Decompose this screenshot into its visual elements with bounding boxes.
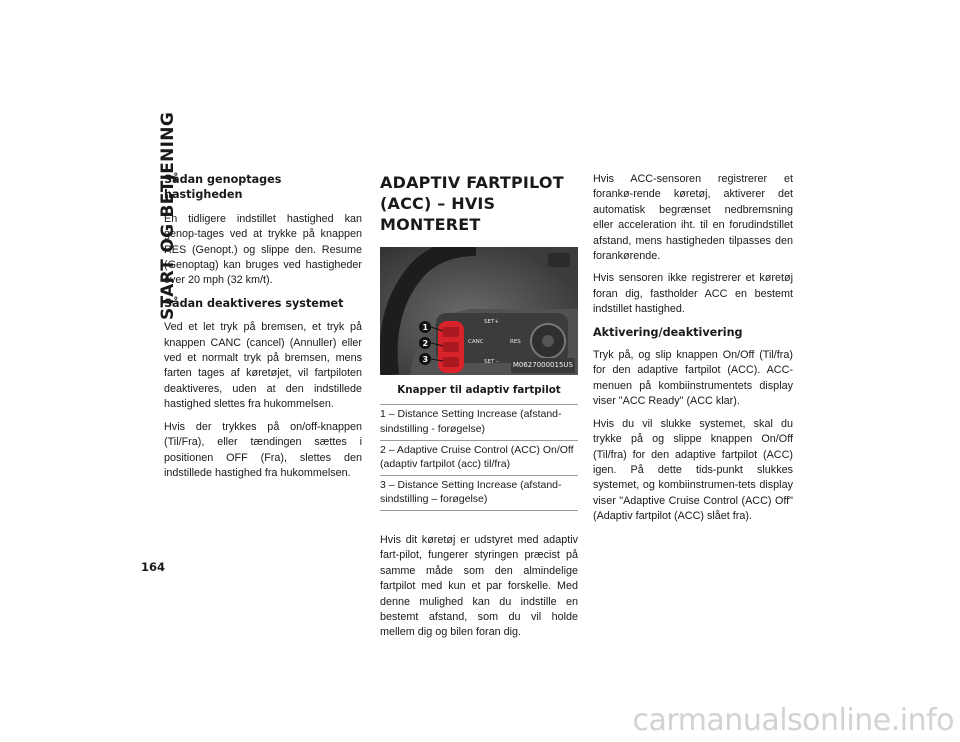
svg-text:SET –: SET – (484, 359, 499, 365)
figure-legend (380, 404, 578, 511)
section-side-tab (136, 111, 178, 320)
paragraph-acc-sensor: Hvis ACC-sensoren registrerer et forankø-rende køretøj, aktiverer det automatisk begrænset nedbremsning eller acceleration iht. til en forudindstillet afstand, mens hastigheden tilpasses den forankørende. (593, 173, 793, 263)
legend-item-3: 3 – Distance Setting Increase (afstand-sindstilling – forøgelse) (380, 475, 578, 510)
steering-wheel-illustration (380, 247, 578, 375)
svg-text:3: 3 (422, 355, 429, 364)
heading-activation: Aktivering/deaktivering (593, 325, 743, 339)
section-title-acc: ADAPTIV FARTPILOT (ACC) – HVIS MONTERET (380, 173, 564, 234)
legend-item-2: 2 – Adaptive Cruise Control (ACC) On/Off (adaptiv fartpilot (acc) til/fra) (380, 440, 578, 475)
paragraph-deactivate: Ved et let tryk på bremsen, et tryk på knappen CANC (cancel) (Annuller) eller ved et normalt tryk på bremsen, mens farten tages af køretøjet, vil fartpiloten deaktiveres, uden at den indstillede hastighed slettes fra hukommelsen. (164, 321, 362, 411)
steering-wheel-figure (380, 247, 578, 375)
svg-text:2: 2 (422, 339, 429, 348)
heading-deactivate: Sådan deaktiveres systemet (164, 296, 344, 310)
paragraph-activate: Tryk på, og slip knappen On/Off (Til/fra) for den adaptive fartpilot (ACC). ACC-menuen på kombiinstrumentets display viser "ACC Ready" (ACC klar). (593, 349, 793, 408)
section-tab-label: START OG BETJENING (158, 111, 178, 320)
legend-item-1: 1 – Distance Setting Increase (afstand-sindstilling - forøgelse) (380, 404, 578, 439)
svg-text:SET+: SET+ (484, 319, 499, 325)
paragraph-resume: En tidligere indstillet hastighed kan genop-tages ved at trykke på knappen RES (Genopt.) og slippe den. Resume (Genoptag) kan bruges ved hastigheder over 20 mph (32 km/t). (164, 212, 362, 287)
figure-caption: Knapper til adaptiv fartpilot (397, 384, 561, 396)
paragraph-switch-off: Hvis du vil slukke systemet, skal du trykke på og slippe knappen On/Off (Til/fra) for den adaptive fartpilot (ACC) igen. På dette tids-punkt slukkes systemet, og kombiinstrumen-tets display viser "Adaptive Cruise Control (ACC) Off" (Adaptiv fartpilot (ACC) slået fra). (593, 417, 793, 523)
figure-code: M0627000015US (511, 358, 575, 373)
paragraph-acc-intro: Hvis dit køretøj er udstyret med adaptiv fart-pilot, fungerer styringen præcist på samme måde som den almindelige fartpilot med kun et par forskelle. Med denne mulighed kan du indstille en bestemt afstand, som du vil holde mellem dig og bilen foran dig. (380, 533, 578, 639)
paragraph-no-vehicle: Hvis sensoren ikke registrerer et køretøj foran dig, fastholder ACC en bestemt indstillet hastighed. (593, 272, 793, 316)
column-left (164, 172, 362, 488)
svg-text:CANC: CANC (468, 339, 484, 345)
svg-text:1: 1 (422, 323, 429, 332)
paragraph-onoff-memory: Hvis der trykkes på on/off-knappen (Til/Fra), eller tændingen sættes i positionen OFF (Fra), slettes den indstillede hastighed fra hukommelsen. (164, 420, 362, 479)
page-number: 164 (141, 560, 166, 574)
column-middle (380, 172, 578, 648)
column-right (593, 172, 793, 532)
watermark-text: carmanualsonline.info (632, 703, 954, 738)
heading-resume-speed: Sådan genoptages hastigheden (164, 173, 282, 202)
svg-text:RES: RES (510, 339, 521, 345)
